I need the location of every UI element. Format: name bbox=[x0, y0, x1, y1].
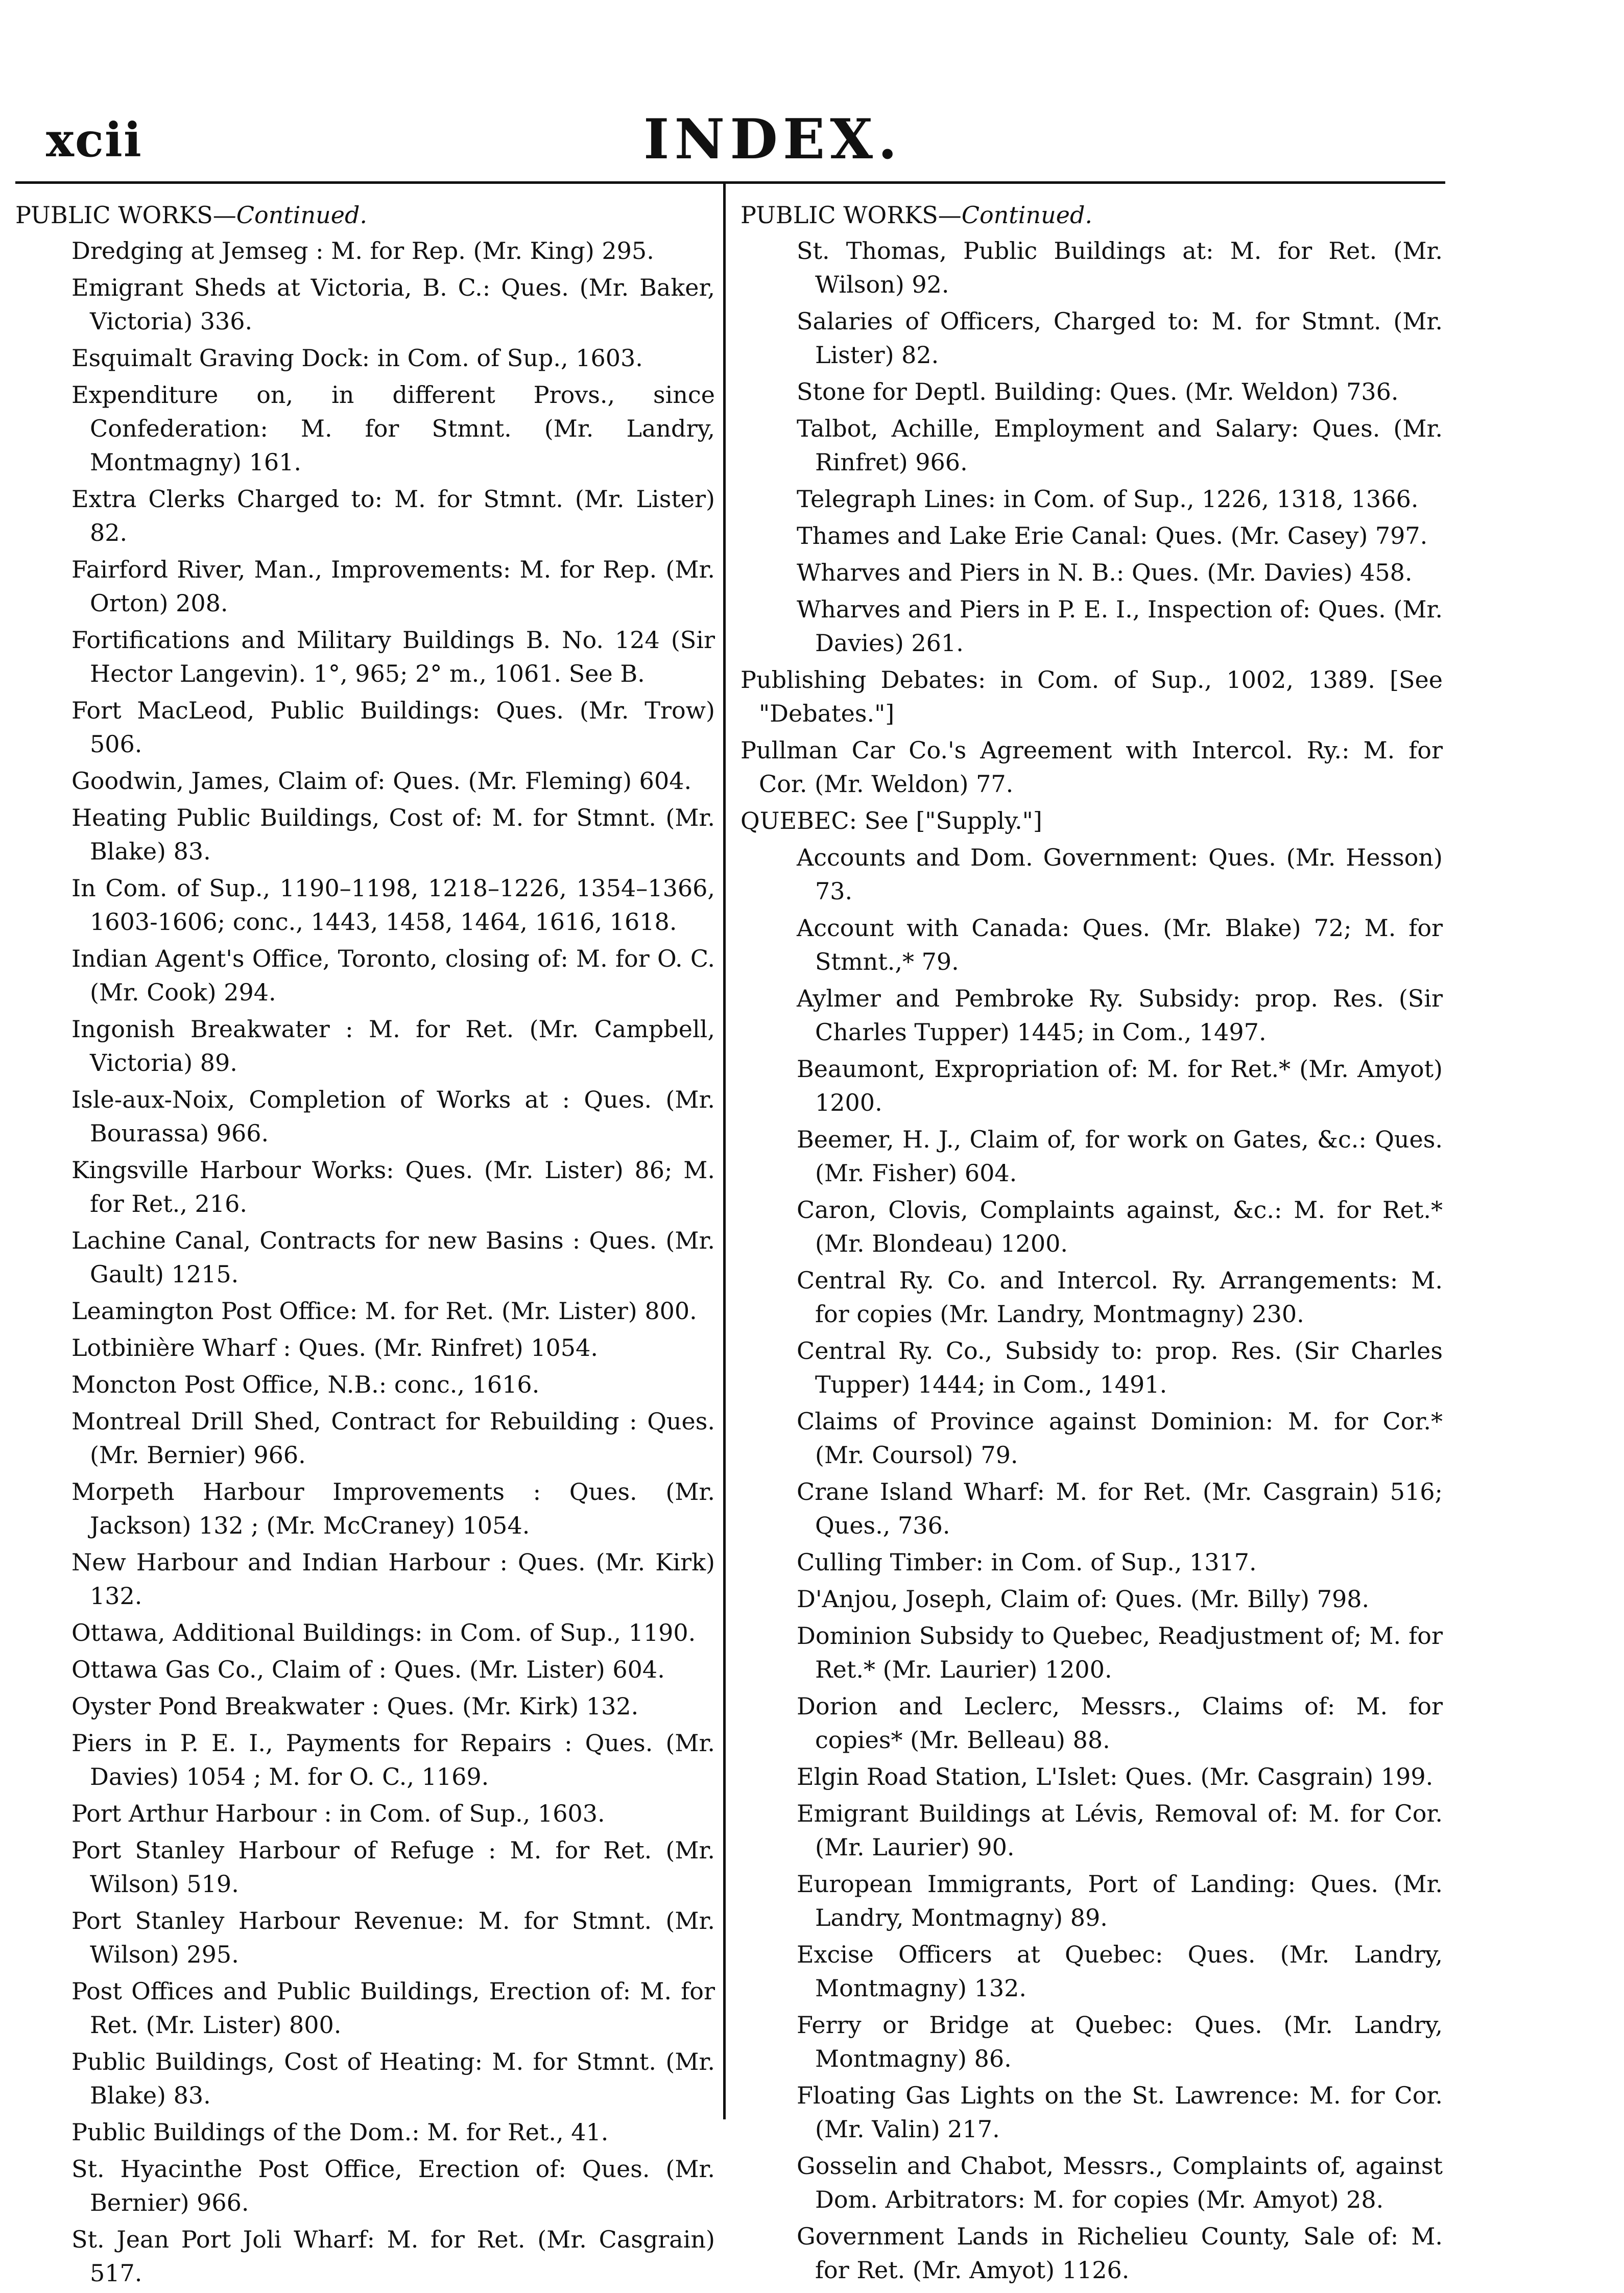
index-entry: Ottawa Gas Co., Claim of : Ques. (Mr. Lister) 604. bbox=[71, 1656, 665, 1683]
index-entry: Oyster Pond Breakwater : Ques. (Mr. Kirk) 132. bbox=[71, 1692, 639, 1720]
header-rule bbox=[15, 181, 1445, 184]
index-entry: Lachine Canal, Contracts for new Basins : Ques. (Mr. Gault) 1215. bbox=[71, 1227, 715, 1288]
index-entry: St. Hyacinthe Post Office, Erection of: Ques. (Mr. Bernier) 966. bbox=[71, 2155, 715, 2216]
index-entry: St. Thomas, Public Buildings at: M. for Ret. (Mr. Wilson) 92. bbox=[797, 237, 1443, 298]
index-entry: Elgin Road Station, L'Islet: Ques. (Mr. Casgrain) 199. bbox=[797, 1763, 1434, 1790]
index-entry: Esquimalt Graving Dock: in Com. of Sup., 1603. bbox=[71, 344, 643, 372]
index-entry: Stone for Deptl. Building: Ques. (Mr. Weldon) 736. bbox=[797, 378, 1399, 405]
index-entry: Excise Officers at Quebec: Ques. (Mr. Landry, Montmagny) 132. bbox=[797, 1941, 1443, 2002]
index-entry: Dredging at Jemseg : M. for Rep. (Mr. King) 295. bbox=[71, 237, 654, 265]
column-divider bbox=[723, 184, 726, 2119]
index-entry: Dominion Subsidy to Quebec, Readjustment of; M. for Ret.* (Mr. Laurier) 1200. bbox=[797, 1622, 1443, 1683]
index-entry: Dorion and Leclerc, Messrs., Claims of: M. for copies* (Mr. Belleau) 88. bbox=[797, 1692, 1443, 1754]
index-entry: Public Buildings, Cost of Heating: M. for Stmnt. (Mr. Blake) 83. bbox=[71, 2048, 715, 2109]
index-entry: Telegraph Lines: in Com. of Sup., 1226, 1318, 1366. bbox=[797, 485, 1419, 513]
index-entry: Salaries of Officers, Charged to: M. for Stmnt. (Mr. Lister) 82. bbox=[797, 307, 1443, 369]
top-level-index-entry: Publishing Debates: in Com. of Sup., 1002, 1389. [See "Debates."] bbox=[741, 666, 1443, 727]
index-entry: Thames and Lake Erie Canal: Ques. (Mr. Casey) 797. bbox=[797, 522, 1428, 550]
index-entry: Montreal Drill Shed, Contract for Rebuilding : Ques. (Mr. Bernier) 966. bbox=[71, 1407, 715, 1469]
page-header bbox=[46, 107, 1440, 179]
index-entry: Talbot, Achille, Employment and Salary: Ques. (Mr. Rinfret) 966. bbox=[797, 415, 1443, 476]
entry-list bbox=[741, 234, 1443, 660]
index-entry: Central Ry. Co. and Intercol. Ry. Arrangements: M. for copies (Mr. Landry, Montmagny) 230. bbox=[797, 1267, 1443, 1328]
index-entry: Wharves and Piers in N. B.: Ques. (Mr. Davies) 458. bbox=[797, 559, 1413, 586]
index-entry: Piers in P. E. I., Payments for Repairs : Ques. (Mr. Davies) 1054 ; M. for O. C., 1169. bbox=[71, 1729, 715, 1790]
index-entry: Indian Agent's Office, Toronto, closing of: M. for O. C. (Mr. Cook) 294. bbox=[71, 945, 715, 1006]
index-entry: Fort MacLeod, Public Buildings: Ques. (Mr. Trow) 506. bbox=[71, 697, 715, 758]
index-entry: Heating Public Buildings, Cost of: M. for Stmnt. (Mr. Blake) 83. bbox=[71, 804, 715, 865]
index-entry: Public Buildings of the Dom.: M. for Ret., 41. bbox=[71, 2118, 609, 2146]
top-level-index-entry: QUEBEC: See ["Supply."] bbox=[741, 807, 1042, 834]
index-entry: New Harbour and Indian Harbour : Ques. (Mr. Kirk) 132. bbox=[71, 1548, 715, 1610]
index-entry: Ingonish Breakwater : M. for Ret. (Mr. Campbell, Victoria) 89. bbox=[71, 1015, 715, 1077]
index-entry: Emigrant Sheds at Victoria, B. C.: Ques. (Mr. Baker, Victoria) 336. bbox=[71, 274, 715, 335]
index-entry: Leamington Post Office: M. for Ret. (Mr. Lister) 800. bbox=[71, 1297, 697, 1325]
top-level-entry-list bbox=[741, 663, 1443, 838]
index-entry: Port Stanley Harbour of Refuge : M. for Ret. (Mr. Wilson) 519. bbox=[71, 1836, 715, 1898]
index-entry: Lotbinière Wharf : Ques. (Mr. Rinfret) 1054. bbox=[71, 1334, 598, 1362]
index-entry: Kingsville Harbour Works: Ques. (Mr. Lister) 86; M. for Ret., 216. bbox=[71, 1156, 715, 1217]
index-entry: Ottawa, Additional Buildings: in Com. of Sup., 1190. bbox=[71, 1619, 696, 1646]
index-entry: Gosselin and Chabot, Messrs., Complaints of, against Dom. Arbitrators: M. for copies (Mr. Amyot) 28. bbox=[797, 2152, 1443, 2213]
index-entry: St. Jean Port Joli Wharf: M. for Ret. (Mr. Casgrain) 517. bbox=[71, 2226, 715, 2287]
index-entry: Account with Canada: Ques. (Mr. Blake) 72; M. for Stmnt.,* 79. bbox=[797, 914, 1443, 975]
index-entry: Isle-aux-Noix, Completion of Works at : Ques. (Mr. Bourassa) 966. bbox=[71, 1086, 715, 1147]
index-entry: Ferry or Bridge at Quebec: Ques. (Mr. Landry, Montmagny) 86. bbox=[797, 2011, 1443, 2072]
index-entry: Caron, Clovis, Complaints against, &c.: M. for Ret.* (Mr. Blondeau) 1200. bbox=[797, 1196, 1443, 1257]
index-entry: Crane Island Wharf: M. for Ret. (Mr. Casgrain) 516; Ques., 736. bbox=[797, 1478, 1443, 1539]
left-column bbox=[15, 198, 715, 2293]
index-entry: Fairford River, Man., Improvements: M. for Rep. (Mr. Orton) 208. bbox=[71, 556, 715, 617]
index-entry: Accounts and Dom. Government: Ques. (Mr. Hesson) 73. bbox=[797, 844, 1443, 905]
index-entry: Emigrant Buildings at Lévis, Removal of: M. for Cor. (Mr. Laurier) 90. bbox=[797, 1800, 1443, 1861]
entry-list bbox=[15, 234, 715, 2290]
index-entry: Aylmer and Pembroke Ry. Subsidy: prop. Res. (Sir Charles Tupper) 1445; in Com., 1497. bbox=[797, 985, 1443, 1046]
entry-list bbox=[741, 841, 1443, 2287]
index-entry: Floating Gas Lights on the St. Lawrence: M. for Cor. (Mr. Valin) 217. bbox=[797, 2082, 1443, 2143]
index-entry: Post Offices and Public Buildings, Erection of: M. for Ret. (Mr. Lister) 800. bbox=[71, 1977, 715, 2039]
index-entry: D'Anjou, Joseph, Claim of: Ques. (Mr. Billy) 798. bbox=[797, 1585, 1370, 1613]
section-heading: PUBLIC WORKS—Continued. bbox=[741, 201, 1093, 229]
index-entry: In Com. of Sup., 1190–1198, 1218–1226, 1354–1366, 1603-1606; conc., 1443, 1458, 1464, 1616, 1618. bbox=[71, 874, 715, 936]
index-entry: Morpeth Harbour Improvements : Ques. (Mr. Jackson) 132 ; (Mr. McCraney) 1054. bbox=[71, 1478, 715, 1539]
index-entry: Wharves and Piers in P. E. I., Inspection of: Ques. (Mr. Davies) 261. bbox=[797, 595, 1443, 657]
index-entry: Beemer, H. J., Claim of, for work on Gates, &c.: Ques. (Mr. Fisher) 604. bbox=[797, 1126, 1443, 1187]
index-entry: Fortifications and Military Buildings B. No. 124 (Sir Hector Langevin). 1°, 965; 2° m., 1061. See B. bbox=[71, 626, 715, 687]
index-entry: Extra Clerks Charged to: M. for Stmnt. (Mr. Lister) 82. bbox=[71, 485, 715, 546]
index-entry: European Immigrants, Port of Landing: Ques. (Mr. Landry, Montmagny) 89. bbox=[797, 1870, 1443, 1931]
page-number: xcii bbox=[46, 112, 142, 168]
index-entry: Goodwin, James, Claim of: Ques. (Mr. Fleming) 604. bbox=[71, 767, 692, 795]
index-entry: Central Ry. Co., Subsidy to: prop. Res. (Sir Charles Tupper) 1444; in Com., 1491. bbox=[797, 1337, 1443, 1398]
index-entry: Moncton Post Office, N.B.: conc., 1616. bbox=[71, 1371, 540, 1398]
section-heading: PUBLIC WORKS—Continued. bbox=[15, 201, 368, 229]
index-entry: Government Lands in Richelieu County, Sale of: M. for Ret. (Mr. Amyot) 1126. bbox=[797, 2223, 1443, 2284]
top-level-index-entry: Pullman Car Co.'s Agreement with Intercol. Ry.: M. for Cor. (Mr. Weldon) 77. bbox=[741, 736, 1443, 798]
index-entry: Beaumont, Expropriation of: M. for Ret.* (Mr. Amyot) 1200. bbox=[797, 1055, 1443, 1116]
page-title: INDEX. bbox=[643, 107, 902, 172]
index-entry: Culling Timber: in Com. of Sup., 1317. bbox=[797, 1548, 1257, 1576]
index-entry: Claims of Province against Dominion: M. for Cor.* (Mr. Coursol) 79. bbox=[797, 1407, 1443, 1469]
index-entry: Port Arthur Harbour : in Com. of Sup., 1603. bbox=[71, 1800, 605, 1827]
index-entry: Expenditure on, in different Provs., since Confederation: M. for Stmnt. (Mr. Landry, Montmagny) 161. bbox=[71, 381, 715, 476]
right-column bbox=[741, 198, 1443, 2290]
index-entry: Port Stanley Harbour Revenue: M. for Stmnt. (Mr. Wilson) 295. bbox=[71, 1907, 715, 1968]
